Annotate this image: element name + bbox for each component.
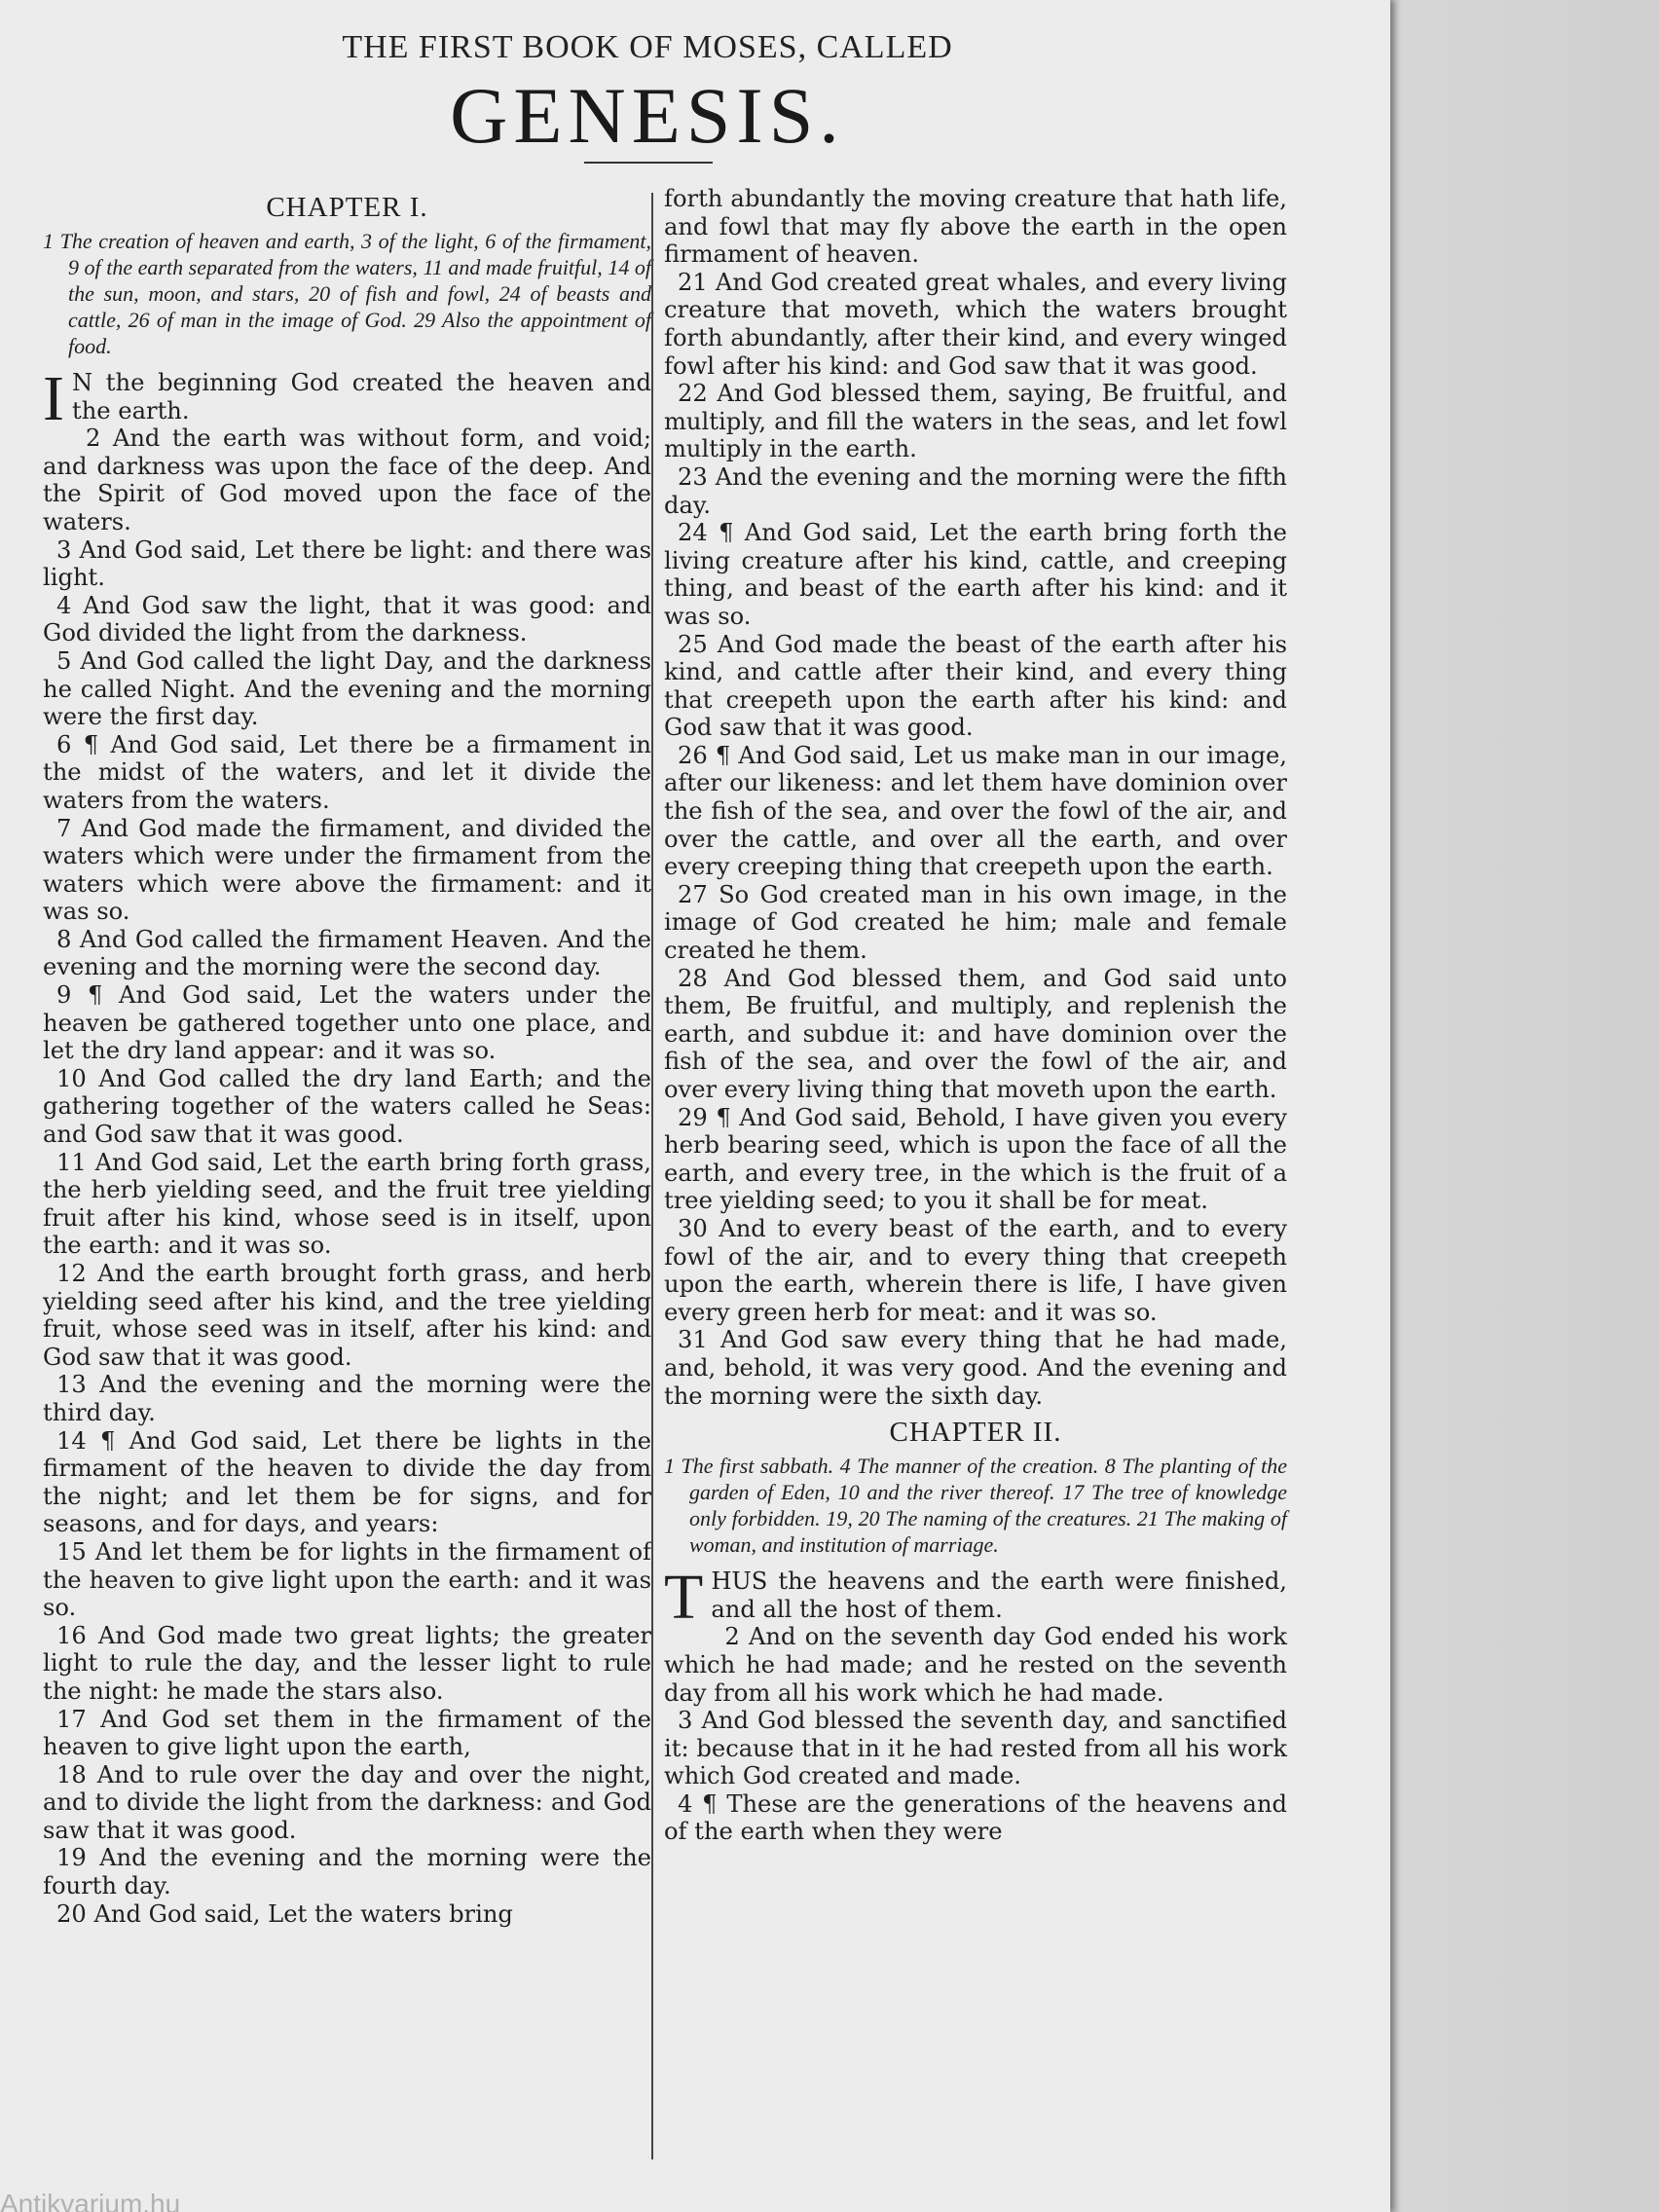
verse: 24 ¶ And God said, Let the earth bring forth the living creature after his kind, cattle, and creeping thing, and beast of the earth after his kind: and it was so. [664,519,1287,630]
chapter-1-summary: 1 The creation of heaven and earth, 3 of the light, 6 of the firmament, 9 of the earth separated from the waters, 11 and made fruitful, 14 of the sun, moon, and stars, 20 of fish and fowl, 24 of beasts and cattle, 26 of man in the image of God. 29 Also the appointment of food. [43,229,651,358]
verse: 3 And God said, Let there be light: and there was light. [43,535,651,592]
right-column [664,185,1287,1846]
verse: 30 And to every beast of the earth, and to every fowl of the air, and to every thing that creepeth upon the earth, wherein there is life, I have given every green herb for meat: and it was so. [664,1214,1287,1326]
verse: 4 ¶ These are the generations of the heavens and of the earth when they were [664,1789,1287,1846]
verse: 9 ¶ And God said, Let the waters under the heaven be gathered together unto one place, and let the dry land appear: and it was so. [43,981,651,1065]
watermark: Antikvarium.hu [0,2189,181,2212]
verse: 21 And God created great whales, and every living creature that moveth, which the waters brought forth abundantly, after their kind, and every winged fowl after his kind: and God saw that it was good. [664,268,1287,380]
verse: 27 So God created man in his own image, in the image of God created he him; male and female created he them. [664,880,1287,965]
verse: 23 And the evening and the morning were the fifth day. [664,462,1287,519]
verse: 10 And God called the dry land Earth; and the gathering together of the waters called he Seas: and God saw that it was good. [43,1064,651,1149]
verse-2-1-text: HUS the heavens and the earth were finished, and all the host of them. [711,1567,1287,1623]
verse: 2 And on the seventh day God ended his work which he had made; and he rested on the seventh day from all his work which he had made. [664,1623,1287,1707]
verse-1-1 [43,363,651,434]
verse: 28 And God blessed them, and God said unto them, Be fruitful, and multiply, and replenish the earth, and subdue it: and have dominion over the fish of the sea, and over the fowl of the air, and over every living thing that moveth upon the earth. [664,964,1287,1103]
chapter-1-heading: CHAPTER I. [266,192,428,223]
verse: 14 ¶ And God said, Let there be lights in the firmament of the heaven to divide the day from the night; and let them be for signs, and for seasons, and for days, and years: [43,1426,651,1538]
verse: 25 And God made the beast of the earth after his kind, and cattle after their kind, and every thing that creepeth upon the earth after his kind: and God saw that it was good. [664,630,1287,742]
verse: 4 And God saw the light, that it was good: and God divided the light from the darkness. [43,591,651,647]
verse: 26 ¶ And God said, Let us make man in our image, after our likeness: and let them have dominion over the fish of the sea, and over the fowl of the air, and over the cattle, and over all the earth, and over every creeping thing that creepeth upon the earth. [664,741,1287,881]
verse: 11 And God said, Let the earth bring forth grass, the herb yielding seed, and the fruit tree yielding fruit after his kind, whose seed is in itself, upon the earth: and it was so. [43,1148,651,1260]
verse-continuation: forth abundantly the moving creature that hath life, and fowl that may fly above the earth in the open firmament of heaven. [664,185,1287,269]
verse: 2 And the earth was without form, and void; and darkness was upon the face of the deep. And the Spirit of God moved upon the face of the waters. [43,424,651,535]
background-surface [1382,0,1659,2212]
column-divider [651,193,653,2159]
drop-cap: I [43,363,64,434]
verse-2-1 [664,1562,1287,1634]
verse: 18 And to rule over the day and over the night, and to divide the light from the darkness: and God saw that it was good. [43,1760,651,1844]
verse: 6 ¶ And God said, Let there be a firmament in the midst of the waters, and let it divide the waters from the waters. [43,730,651,814]
verse: 19 And the evening and the morning were the fourth day. [43,1844,651,1900]
verse: 3 And God blessed the seventh day, and sanctified it: because that in it he had rested from all his work which God created and made. [664,1707,1287,1790]
chapter-2-summary: 1 The first sabbath. 4 The manner of the creation. 8 The planting of the garden of Eden, 10 and the river thereof. 17 The tree of knowledge only forbidden. 19, 20 The naming of the creatures. 21 The making of woman, and institution of marriage. [664,1454,1287,1558]
left-column [43,185,651,1928]
verse: 29 ¶ And God said, Behold, I have given you every herb bearing seed, which is upon the face of all the earth, and every tree, in the which is the fruit of a tree yielding seed; to you it shall be for meat. [664,1103,1287,1215]
verse: 5 And God called the light Day, and the darkness he called Night. And the evening and the morning were the first day. [43,646,651,731]
book-title: GENESIS. [450,71,845,160]
verse: 8 And God called the firmament Heaven. And the evening and the morning were the second day. [43,925,651,981]
verse: 12 And the earth brought forth grass, and herb yielding seed after his kind, and the tree yielding fruit, whose seed was in itself, after his kind: and God saw that it was good. [43,1260,651,1371]
book-kicker: THE FIRST BOOK OF MOSES, CALLED [342,29,953,65]
verse: 17 And God set them in the firmament of the heaven to give light upon the earth, [43,1705,651,1761]
verse: 16 And God made two great lights; the greater light to rule the day, and the lesser light to rule the night: he made the stars also. [43,1621,651,1705]
verse: 31 And God saw every thing that he had made, and, behold, it was very good. And the evening and the morning were the sixth day. [664,1326,1287,1410]
chapter-2-heading: CHAPTER II. [889,1417,1062,1449]
title-rule [584,162,713,164]
verse-1-1-text: N the beginning God created the heaven and the earth. [71,369,651,424]
verse: 13 And the evening and the morning were the third day. [43,1371,651,1426]
verse: 7 And God made the firmament, and divided the waters which were under the firmament from the waters which were above the firmament: and it was so. [43,814,651,926]
verse: 20 And God said, Let the waters bring [56,1899,513,1928]
verse: 15 And let them be for lights in the firmament of the heaven to give light upon the earth: and it was so. [43,1537,651,1622]
verse: 22 And God blessed them, saying, Be fruitful, and multiply, and fill the waters in the seas, and let fowl multiply in the earth. [664,380,1287,463]
drop-cap: T [664,1562,704,1634]
